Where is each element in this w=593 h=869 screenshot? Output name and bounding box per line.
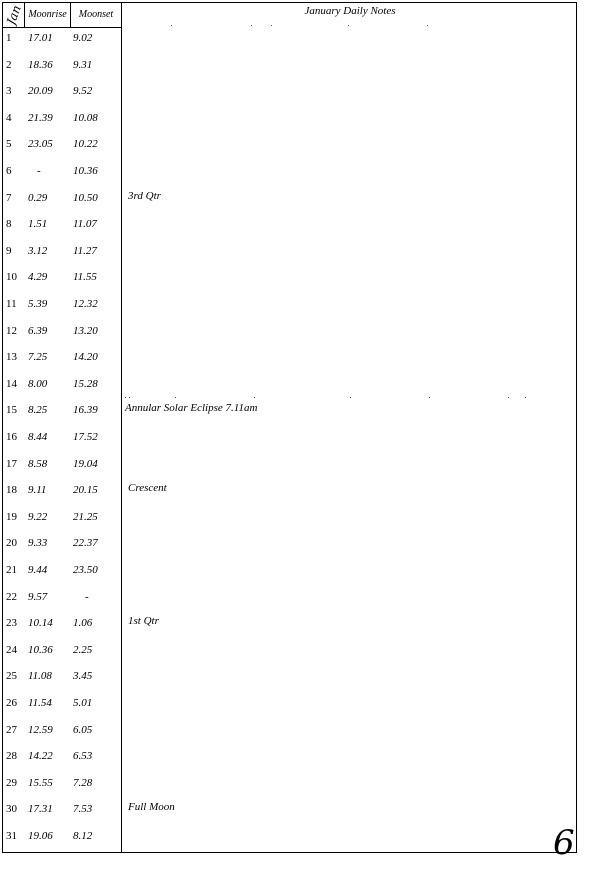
moonrise-time: 0.29: [28, 191, 48, 204]
day-number: 5: [6, 138, 12, 151]
moonrise-time: 9.33: [28, 537, 48, 550]
day-number: 3: [6, 85, 12, 98]
day-number: 6: [6, 165, 12, 177]
scan-speck: [427, 25, 428, 26]
table-row: [3, 132, 122, 159]
day-number: 29: [6, 776, 17, 789]
month-label-text: Jan: [3, 3, 24, 27]
moonset-time: 11.55: [73, 271, 97, 284]
moonset-time: 5.01: [73, 697, 93, 709]
table-row: [3, 372, 122, 399]
day-number: 10: [6, 271, 17, 284]
moonrise-time: 11.08: [28, 670, 52, 683]
day-number: 16: [6, 431, 17, 443]
daily-note: Crescent: [128, 482, 167, 495]
moonset-time: 10.22: [73, 138, 98, 151]
moonrise-time: 12.59: [28, 723, 53, 736]
moonset-time: 9.02: [73, 32, 93, 44]
moonset-time: 10.36: [73, 165, 98, 177]
table-row: [3, 664, 122, 691]
moon-table: [3, 3, 122, 852]
scan-speck: [175, 397, 176, 398]
moonrise-time: 7.25: [28, 351, 48, 364]
daily-note: Annular Solar Eclipse 7.11am: [125, 402, 258, 415]
table-row: [3, 611, 122, 638]
table-row: [3, 319, 122, 346]
day-number: 20: [6, 537, 17, 550]
table-row: [3, 398, 122, 425]
day-number: 8: [6, 218, 12, 231]
moonrise-time: 23.05: [28, 138, 53, 151]
moonset-time: 3.45: [73, 670, 93, 683]
day-number: 13: [6, 351, 17, 364]
daily-note: Full Moon: [128, 801, 175, 814]
moonset-time: 7.28: [73, 776, 93, 789]
table-row: [3, 79, 122, 106]
moonrise-time: 5.39: [28, 298, 48, 310]
day-number: 21: [6, 564, 17, 576]
moonrise-time: 17.01: [28, 32, 53, 44]
moonrise-time: 9.22: [28, 510, 48, 523]
moonset-time: 20.15: [73, 484, 98, 497]
table-row: [3, 771, 122, 798]
table-row: [3, 292, 122, 319]
day-number: 9: [6, 244, 12, 257]
day-number: 2: [6, 58, 12, 71]
moonrise-time: 3.12: [28, 244, 48, 257]
day-number: 7: [6, 191, 12, 204]
page-number: [551, 824, 583, 860]
scan-speck: [350, 397, 351, 398]
moonrise-time: 9.57: [28, 590, 48, 603]
day-number: 31: [6, 830, 17, 842]
moonrise-time: 11.54: [28, 697, 52, 709]
moonrise-time: 4.29: [28, 271, 48, 284]
day-number: 22: [6, 590, 17, 603]
moonrise-time: 17.31: [28, 803, 53, 816]
scan-speck: [525, 397, 526, 398]
moonset-time: 21.25: [73, 510, 98, 523]
moonrise-time: 10.36: [28, 643, 53, 656]
day-number: 26: [6, 697, 17, 709]
table-row: [3, 265, 122, 292]
month-label: [3, 3, 25, 27]
moonrise-time: 1.51: [28, 218, 48, 231]
moonset-time: 16.39: [73, 404, 98, 417]
scan-speck: [125, 397, 126, 398]
day-number: 28: [6, 750, 17, 763]
day-number: 11: [6, 298, 17, 310]
moonset-time: 12.32: [73, 298, 98, 310]
scan-speck: [429, 397, 430, 398]
scan-speck: [129, 397, 130, 398]
moonrise-header: Moonrise: [25, 3, 71, 27]
page-number-text: 6: [553, 824, 575, 860]
moonset-time: 14.20: [73, 351, 98, 364]
moonset-time: 9.52: [73, 85, 93, 98]
day-number: 27: [6, 723, 17, 736]
day-number: 30: [6, 803, 17, 816]
table-row: [3, 478, 122, 505]
table-row: [3, 691, 122, 718]
moonrise-time: 8.25: [28, 404, 48, 417]
table-row: [3, 585, 122, 612]
notes-title: January Daily Notes: [304, 5, 396, 17]
moonset-time: 6.05: [73, 723, 93, 736]
moonrise-time: 19.06: [28, 830, 53, 842]
moonrise-time: 8.58: [28, 457, 48, 470]
day-number: 14: [6, 377, 17, 390]
day-number: 1: [6, 32, 12, 44]
moonrise-time: 8.00: [28, 377, 48, 390]
moonset-time: 22.37: [73, 537, 98, 550]
moonrise-time: 15.55: [28, 776, 53, 789]
moonset-time: 11.07: [73, 218, 97, 231]
moonrise-time: 9.44: [28, 564, 48, 576]
scan-speck: [254, 397, 255, 398]
day-number: 24: [6, 643, 17, 656]
moonset-time: 7.53: [73, 803, 93, 816]
table-row: [3, 824, 122, 851]
moonset-time: 9.31: [73, 58, 93, 71]
daily-note: 1st Qtr: [128, 615, 159, 628]
moonrise-time: -: [37, 165, 41, 177]
table-row: [3, 744, 122, 771]
moonrise-time: 6.39: [28, 324, 48, 337]
table-row: [3, 638, 122, 665]
table-row: [3, 53, 122, 80]
moonset-time: 8.12: [73, 830, 93, 842]
moonrise-time: 8.44: [28, 431, 48, 443]
moonset-time: 10.50: [73, 191, 98, 204]
moonrise-time: 18.36: [28, 58, 53, 71]
table-row: [3, 239, 122, 266]
moonset-time: 19.04: [73, 457, 98, 470]
moonset-time: 1.06: [73, 617, 93, 630]
table-row: [3, 159, 122, 186]
moonrise-time: 9.11: [28, 484, 47, 497]
table-row: [3, 558, 122, 585]
moonset-time: 23.50: [73, 564, 98, 576]
moonrise-time: 10.14: [28, 617, 53, 630]
table-header: [3, 3, 121, 28]
day-number: 4: [6, 111, 12, 124]
scan-speck: [251, 25, 252, 26]
scan-speck: [348, 25, 349, 26]
moonrise-time: 14.22: [28, 750, 53, 763]
day-number: 23: [6, 617, 17, 630]
moonset-time: 2.25: [73, 643, 93, 656]
table-row: [3, 26, 122, 53]
table-row: [3, 186, 122, 213]
table-row: [3, 797, 122, 824]
moonset-time: 11.27: [73, 244, 97, 257]
table-row: [3, 452, 122, 479]
day-number: 18: [6, 484, 17, 497]
moonset-time: 13.20: [73, 324, 98, 337]
moonrise-time: 20.09: [28, 85, 53, 98]
scan-speck: [508, 397, 509, 398]
moonset-time: -: [85, 590, 89, 603]
moonset-time: 17.52: [73, 431, 98, 443]
day-number: 19: [6, 510, 17, 523]
scan-speck: [271, 25, 272, 26]
daily-note: 3rd Qtr: [128, 189, 161, 202]
day-number: 15: [6, 404, 17, 417]
moonrise-time: 21.39: [28, 111, 53, 124]
day-number: 17: [6, 457, 17, 470]
moonset-time: 6.53: [73, 750, 93, 763]
calendar-sheet: [2, 2, 577, 853]
table-row: [3, 718, 122, 745]
table-row: [3, 505, 122, 532]
moonset-time: 15.28: [73, 377, 98, 390]
day-number: 25: [6, 670, 17, 683]
scan-speck: [171, 25, 172, 26]
moonset-time: 10.08: [73, 111, 98, 124]
table-row: [3, 106, 122, 133]
day-number: 12: [6, 324, 17, 337]
table-row: [3, 531, 122, 558]
table-row: [3, 425, 122, 452]
moonset-header: Moonset: [78, 9, 114, 20]
table-row: [3, 345, 122, 372]
table-row: [3, 212, 122, 239]
